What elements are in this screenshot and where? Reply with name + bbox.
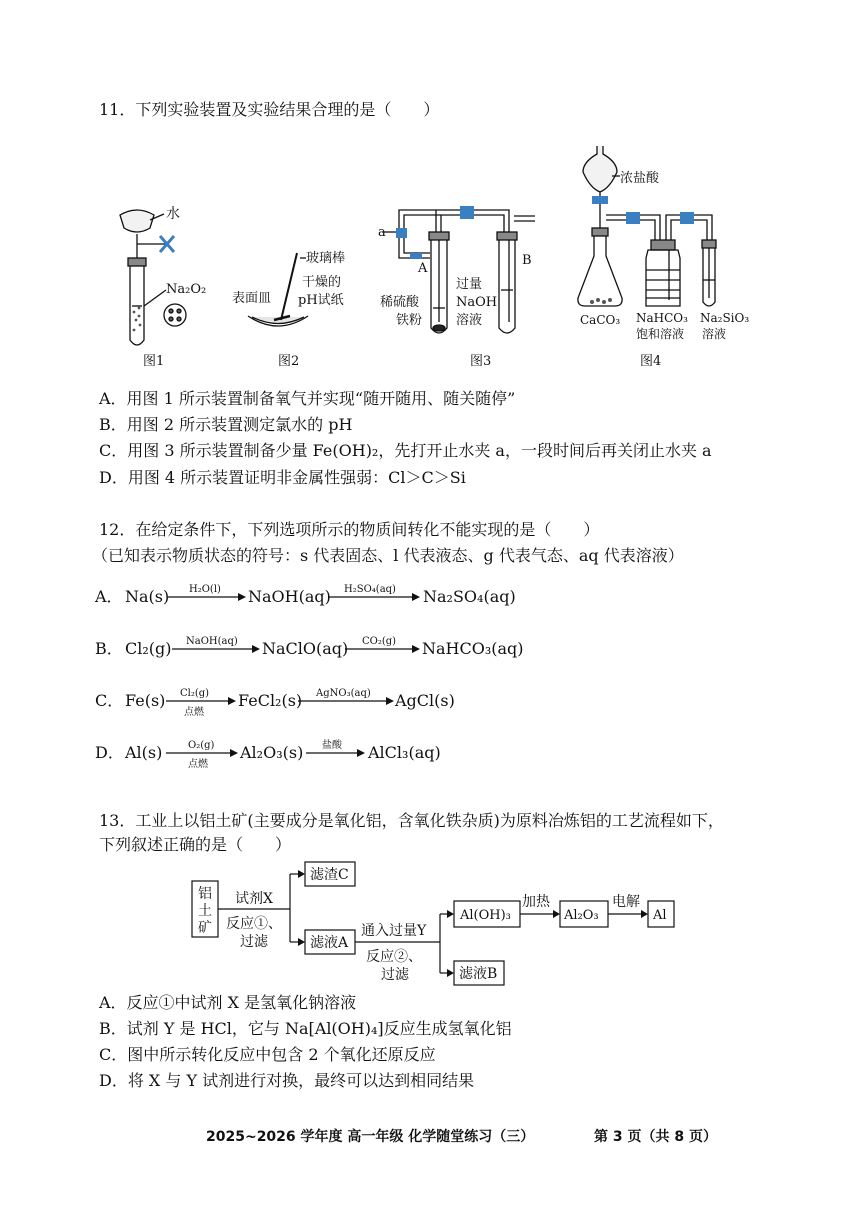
- q12-b-cond1: NaOH(aq): [186, 636, 238, 647]
- q12-a-s2: NaOH(aq): [248, 587, 331, 606]
- fig1-label-water: 水: [166, 206, 180, 222]
- flow-reagent-x: 试剂X: [235, 891, 273, 907]
- flow-residue-c: 滤渣C: [310, 867, 349, 883]
- q12-note: （已知表示物质状态的符号：s 代表固态、l 代表液态、g 代表气态、aq 代表溶液）: [92, 546, 684, 565]
- fig4-label-caco3: CaCO₃: [580, 313, 621, 327]
- fig2-caption: 图2: [278, 354, 300, 369]
- q12-c-letter: C．: [95, 691, 124, 710]
- fig3-label-a: a: [378, 225, 386, 240]
- fig4-label-hcl: 浓盐酸: [620, 171, 660, 186]
- fig3-label-naoh-3: 溶液: [456, 313, 483, 328]
- q12-option-b: [0, 632, 868, 672]
- flow-heat: 加热: [522, 894, 550, 910]
- q12-d-cond2: 盐酸: [322, 740, 342, 751]
- fig2-apparatus: [248, 253, 308, 326]
- q11-option-c: C．用图 3 所示装置制备少量 Fe(OH)₂，先打开止水夹 a，一段时间后再关闭止水夹 a: [99, 441, 712, 460]
- flow-electrolysis: 电解: [612, 894, 640, 910]
- fig4-label-na2sio3-1: Na₂SiO₃: [700, 311, 750, 325]
- fig3-label-B: B: [522, 253, 532, 268]
- q12-a-s3: Na₂SO₄(aq): [423, 587, 516, 606]
- flow-ore-2: 土: [198, 903, 212, 919]
- fig1-label-reagent: Na₂O₂: [166, 282, 207, 297]
- q12-a-letter: A．: [95, 587, 123, 606]
- q12-b-letter: B．: [95, 639, 123, 658]
- flow-reaction1-line2: 过滤: [240, 934, 268, 950]
- flow-filtrate-a: 滤液A: [310, 935, 349, 951]
- fig4-label-nahco3-1: NaHCO₃: [636, 311, 688, 325]
- flow-add-y: 通入过量Y: [361, 923, 427, 939]
- flow-aloh3: Al(OH)₃: [460, 908, 511, 923]
- q13-stem-line1: 13．工业上以铝土矿(主要成分是氧化铝，含氧化铁杂质)为原料冶炼铝的工艺流程如下，: [99, 811, 724, 830]
- fig4-caption: 图4: [640, 354, 662, 369]
- flow-reaction2-line1: 反应②、: [366, 949, 422, 965]
- q12-c-s1: Fe(s): [125, 691, 166, 710]
- fig3-label-naoh-2: NaOH: [456, 295, 498, 310]
- fig3-label-acid: 稀硫酸: [380, 295, 420, 310]
- q13-option-a: A．反应①中试剂 X 是氢氧化钠溶液: [99, 993, 357, 1012]
- q13-stem-line2: 下列叙述正确的是（ ）: [99, 835, 292, 854]
- q12-c-s3: AgCl(s): [395, 691, 455, 710]
- fig3-caption: 图3: [470, 354, 492, 369]
- q11-option-b: B．用图 2 所示装置测定氯水的 pH: [99, 415, 353, 434]
- q12-b-s2: NaClO(aq): [262, 639, 349, 658]
- q12-d-s2: Al₂O₃(s): [240, 743, 304, 762]
- q12-b-cond2: CO₂(g): [362, 636, 397, 647]
- q12-d-s1: Al(s): [125, 743, 163, 762]
- fig3-label-naoh-1: 过量: [456, 277, 483, 292]
- q12-b-s1: Cl₂(g): [125, 639, 172, 658]
- fig1-caption: 图1: [143, 354, 165, 369]
- q12-option-c: [0, 684, 868, 724]
- q11-option-d: D．用图 4 所示装置证明非金属性强弱：Cl＞C＞Si: [99, 468, 466, 487]
- q11-figures: [0, 140, 868, 380]
- q12-d-letter: D．: [95, 743, 124, 762]
- q13-flowchart: [0, 858, 868, 988]
- q12-a-cond1: H₂O(l): [189, 584, 221, 595]
- q12-d-s3: AlCl₃(aq): [368, 743, 441, 762]
- flow-al: Al: [653, 908, 667, 923]
- flow-ore-1: 铝: [198, 886, 212, 902]
- fig3-label-A: A: [418, 261, 428, 276]
- fig1-apparatus: [120, 210, 186, 345]
- flow-reaction1-line1: 反应①、: [226, 916, 282, 932]
- footer-exam-title: 2025~2026 学年度 高一年级 化学随堂练习（三）: [206, 1129, 535, 1145]
- q12-a-s1: Na(s): [125, 587, 170, 606]
- q12-d-cond1-top: O₂(g): [188, 740, 215, 751]
- fig3-label-iron: 铁粉: [396, 313, 423, 328]
- flow-al2o3: Al₂O₃: [564, 908, 599, 923]
- q12-c-cond1-top: Cl₂(g): [180, 688, 210, 699]
- q11-stem: 11．下列实验装置及实验结果合理的是（ ）: [99, 100, 440, 119]
- q12-option-a: [0, 580, 868, 620]
- footer-page-number: 第 3 页（共 8 页）: [594, 1129, 717, 1145]
- q12-b-s3: NaHCO₃(aq): [422, 639, 524, 658]
- fig4-label-na2sio3-2: 溶液: [702, 327, 727, 341]
- flow-reaction2-line2: 过滤: [381, 967, 409, 983]
- q12-c-cond1-bot: 点燃: [184, 707, 204, 718]
- fig2-label-rod: 玻璃棒: [306, 251, 346, 266]
- q13-option-b: B．试剂 Y 是 HCl，它与 Na[Al(OH)₄]反应生成氢氧化铝: [99, 1019, 512, 1038]
- fig2-label-paper-1: 干燥的: [302, 275, 342, 290]
- fig4-label-nahco3-2: 饱和溶液: [636, 327, 685, 341]
- fig2-label-dish: 表面皿: [232, 291, 272, 306]
- q12-a-cond2: H₂SO₄(aq): [344, 584, 396, 595]
- q11-option-a: A．用图 1 所示装置制备氧气并实现“随开随用、随关随停”: [99, 389, 516, 408]
- q12-c-cond2: AgNO₃(aq): [316, 688, 371, 699]
- q12-c-s2: FeCl₂(s): [238, 691, 303, 710]
- q12-stem: 12．在给定条件下，下列选项所示的物质间转化不能实现的是（ ）: [99, 520, 600, 539]
- q13-option-d: D．将 X 与 Y 试剂进行对换，最终可以达到相同结果: [99, 1071, 475, 1090]
- q12-option-d: [0, 736, 868, 776]
- q13-option-c: C．图中所示转化反应中包含 2 个氧化还原反应: [99, 1045, 436, 1064]
- fig4-apparatus: [578, 146, 716, 306]
- flow-filtrate-b: 滤液B: [459, 966, 498, 982]
- flow-ore-3: 矿: [198, 920, 212, 936]
- q12-d-cond1-bot: 点燃: [188, 759, 208, 770]
- fig2-label-paper-2: pH试纸: [298, 293, 344, 308]
